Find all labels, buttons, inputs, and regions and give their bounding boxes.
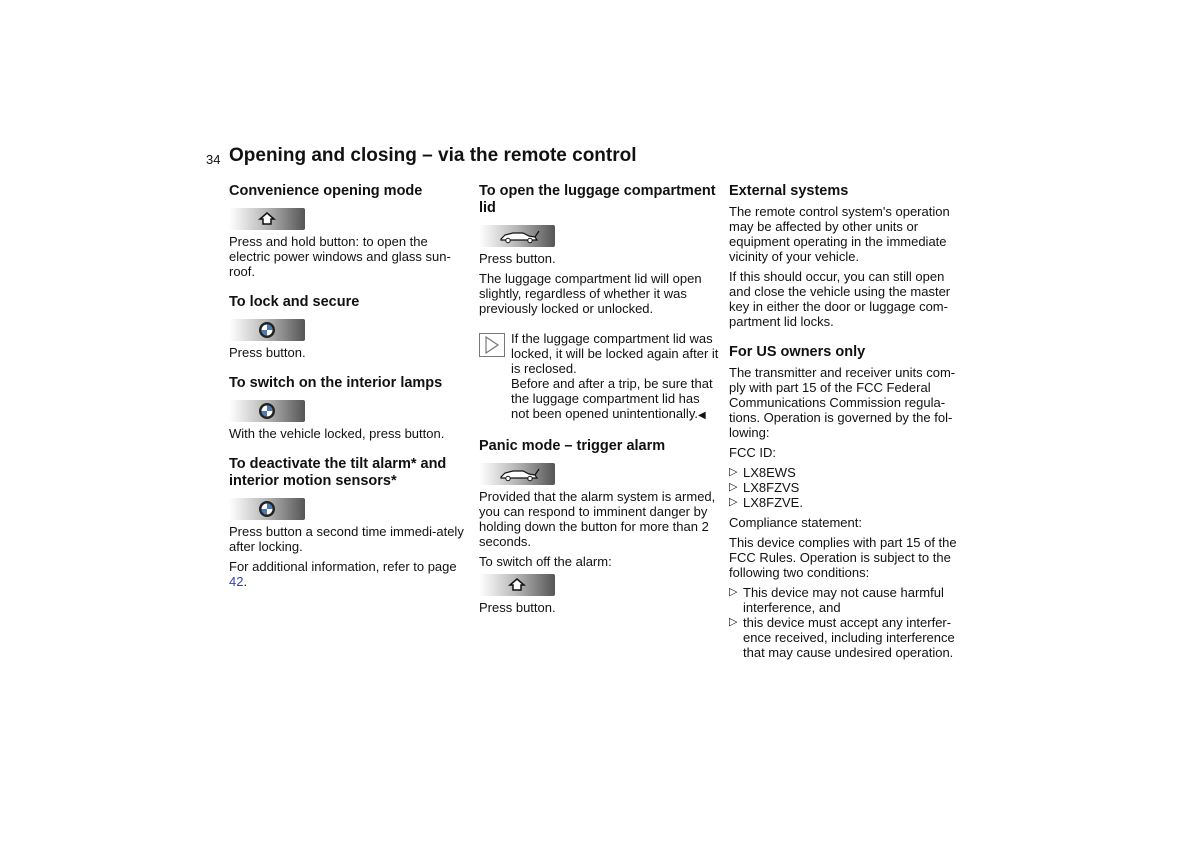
list-item <box>729 465 969 480</box>
bmw-logo-icon <box>229 400 305 422</box>
external-text-1: The remote control system's operation may be affected by other units or equipment operating in the immediate vicinity of your vehicle. <box>729 204 950 264</box>
car-trunk-icon <box>479 463 555 485</box>
unlock-button-image-2 <box>479 574 555 596</box>
column-2 <box>479 183 719 620</box>
heading-external-systems: External systems <box>729 183 849 199</box>
lock-secure-text: Press button. <box>229 345 306 360</box>
external-text-2: If this should occur, you can still open and close the vehicle using the master key in either the door or luggage com-partment lid locks. <box>729 269 951 329</box>
additional-info-text <box>229 559 469 589</box>
conditions-list <box>729 585 969 660</box>
convenience-opening-text: Press and hold button: to open the electric power windows and glass sun-roof. <box>229 234 451 279</box>
note-text-2: Before and after a trip, be sure that the luggage compartment lid has not been opened unintentionally. <box>511 376 713 421</box>
column-3 <box>729 183 969 665</box>
bullet-icon: ▷ <box>729 496 738 508</box>
heading-convenience-opening: Convenience opening mode <box>229 183 423 199</box>
page-number: 34 <box>206 152 221 167</box>
panic-button-image <box>479 463 555 485</box>
heading-interior-lamps: To switch on the interior lamps <box>229 375 443 391</box>
interior-lamps-text: With the vehicle locked, press button. <box>229 426 445 441</box>
bullet-icon: ▷ <box>729 466 738 478</box>
car-trunk-icon <box>479 225 555 247</box>
fcc-id-list <box>729 465 969 510</box>
note-paragraph <box>479 331 719 423</box>
fcc-id-label: FCC ID: <box>729 445 776 460</box>
bmw-logo-icon <box>229 498 305 520</box>
compliance-label: Compliance statement: <box>729 515 862 530</box>
bullet-icon: ▷ <box>729 481 738 493</box>
list-item <box>729 585 969 615</box>
list-item <box>729 480 969 495</box>
heading-us-owners: For US owners only <box>729 344 866 360</box>
note-triangle-icon <box>479 333 505 357</box>
heading-luggage-lid: To open the luggage compartment lid <box>479 183 716 216</box>
heading-panic-mode: Panic mode – trigger alarm <box>479 438 666 454</box>
column-1 <box>229 183 469 594</box>
tilt-button-image <box>229 498 305 520</box>
bullet-icon: ▷ <box>729 616 738 628</box>
house-arrow-icon <box>479 574 555 596</box>
fcc-id: LX8EWS <box>743 465 796 480</box>
tilt-alarm-text: Press button a second time immedi-ately after locking. <box>229 524 464 554</box>
list-item <box>729 495 969 510</box>
luggage-open-text: The luggage compartment lid will open slightly, regardless of whether it was previously locked or unlocked. <box>479 271 702 316</box>
panic-text: Provided that the alarm system is armed, you can respond to imminent danger by holding down the button for more than 2 seconds. <box>479 489 716 549</box>
lamps-button-image <box>229 400 305 422</box>
page-link[interactable]: 42 <box>229 574 244 589</box>
switch-off-press-text: Press button. <box>479 600 556 615</box>
page-title: Opening and closing – via the remote control <box>229 145 637 166</box>
bullet-icon: ▷ <box>729 586 738 598</box>
fcc-text: The transmitter and receiver units com-ply with part 15 of the FCC Federal Communications Commission regula-tions. Operation is governed by the fol-lowing: <box>729 365 956 440</box>
condition-text: This device may not cause harmful interference, and <box>743 585 944 615</box>
house-arrow-icon <box>229 208 305 230</box>
note-text: If the luggage compartment lid was locked, it will be locked again after it is reclosed. <box>511 331 719 376</box>
fcc-id: LX8FZVS <box>743 480 800 495</box>
fcc-id: LX8FZVE. <box>743 495 803 510</box>
heading-lock-secure: To lock and secure <box>229 294 360 310</box>
additional-info-post: . <box>243 574 248 589</box>
bmw-logo-icon <box>229 319 305 341</box>
end-mark-icon: ◀ <box>697 410 706 421</box>
heading-tilt-alarm: To deactivate the tilt alarm* and interior motion sensors* <box>229 456 447 489</box>
list-item <box>729 615 969 660</box>
luggage-press-text: Press button. <box>479 251 556 266</box>
condition-text: this device must accept any interfer-ence received, including interference that may cause undesired operation. <box>743 615 955 660</box>
unlock-button-image <box>229 208 305 230</box>
trunk-button-image <box>479 225 555 247</box>
additional-info-pre: For additional information, refer to page <box>229 559 457 574</box>
lock-button-image <box>229 319 305 341</box>
compliance-text: This device complies with part 15 of the FCC Rules. Operation is subject to the following two conditions: <box>729 535 957 580</box>
switch-off-label: To switch off the alarm: <box>479 554 612 569</box>
